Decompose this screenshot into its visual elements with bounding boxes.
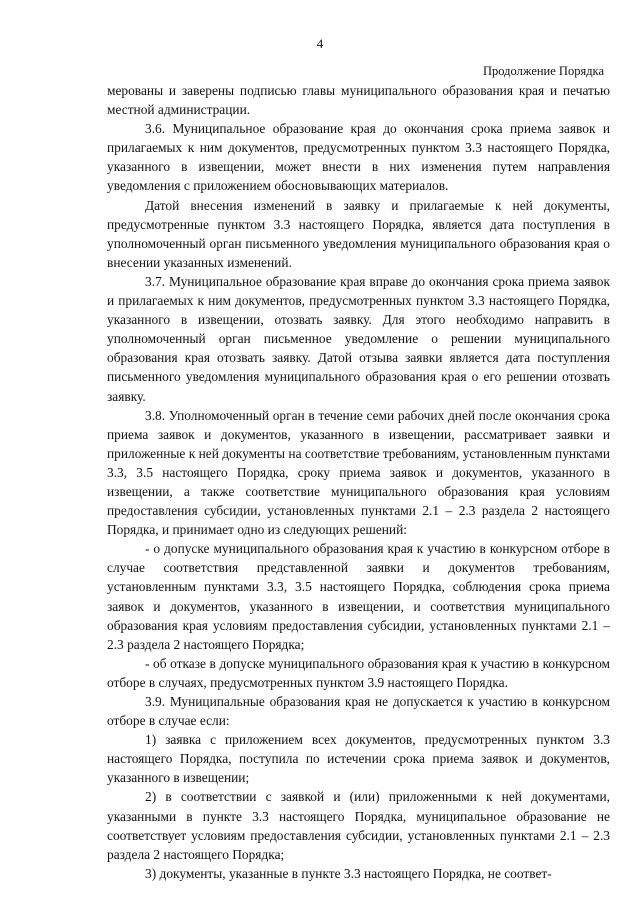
paragraph-admission-decision: - о допуске муниципального образования края к участию в конкурсном отборе в случае соответствия представленной заявки и документов требованиям, установленным пунктами 3.3, 3.5 настоящего Порядка, соблюдения срока приема заявок и документов, указанного в извещении, и соответствия муниципального образования края условиям предоставления субсидии, установленных пунктами 2.1 – 2.3 раздела 2 настоящего Порядка; xyxy=(107,541,610,652)
paragraph-3-7: 3.7. Муниципальное образование края вправе до окончания срока приема заявок и прилагаемых к ним документов, предусмотренных пунктом 3.3 настоящего Порядка, указанного в извещении, отозвать заявку. Для этого необходимо направить в уполномоченный орган письменное уведомление о решении муниципального образования края отозвать заявку. Датой отзыва заявки является дата поступления письменного уведомления муниципального образования края о его решении отозвать заявку. xyxy=(107,273,610,404)
paragraph-3-6: 3.6. Муниципальное образование края до окончания срока приема заявок и прилагаемых к ним документов, предусмотренных пунктом 3.3 настоящего Порядка, указанного в извещении, может внести в них изменения путем направления уведомления с приложением обосновывающих материалов. xyxy=(107,121,610,194)
paragraph-3-6-date: Датой внесения изменений в заявку и прилагаемые к ней документы, предусмотренные пунктом 3.3 настоящего Порядка, является дата поступления в уполномоченный орган письменного уведомления муниципального образования края о внесении указанных изменений. xyxy=(107,197,610,270)
list-item-2: 2) в соответствии с заявкой и (или) приложенными к ней документами, указанными в пункте 3.3 настоящего Порядка, муниципальное образование не соответствует условиям предоставления субсидии, установленных пунктами 2.1 – 2.3 раздела 2 настоящего Порядка; xyxy=(107,789,610,862)
paragraph-3-9: 3.9. Муниципальные образования края не допускается к участию в конкурсном отборе в случае если: xyxy=(107,694,610,729)
list-item-1: 1) заявка с приложением всех документов, предусмотренных пунктом 3.3 настоящего Порядка, поступила по истечении срока приема заявок и документов, указанного в извещении; xyxy=(107,732,610,786)
page-number: 4 xyxy=(316,36,324,51)
paragraph-continuation: мерованы и заверены подписью главы муниципального образования края и печатью местной администрации. xyxy=(107,83,610,118)
list-item-3: 3) документы, указанные в пункте 3.3 настоящего Порядка, не соответ- xyxy=(145,865,552,881)
body-text xyxy=(107,81,610,883)
paragraph-refusal-decision: - об отказе в допуске муниципального образования края к участию в конкурсном отборе в случаях, предусмотренных пунктом 3.9 настоящего Порядка. xyxy=(107,655,610,690)
running-header: Продолжение Порядка xyxy=(483,64,604,78)
paragraph-3-8: 3.8. Уполномоченный орган в течение семи рабочих дней после окончания срока приема заявок и документов, указанного в извещении, рассматривает заявки и приложенные к ней документы на соответствие требованиям, установленным пунктами 3.3, 3.5 настоящего Порядка, сроку приема заявок и документов, указанного в извещении, а также соответствие муниципального образования края условиям предоставления субсидии, установленных пунктами 2.1 – 2.3 раздела 2 настоящего Порядка, и принимает одно из следующих решений: xyxy=(107,407,610,538)
